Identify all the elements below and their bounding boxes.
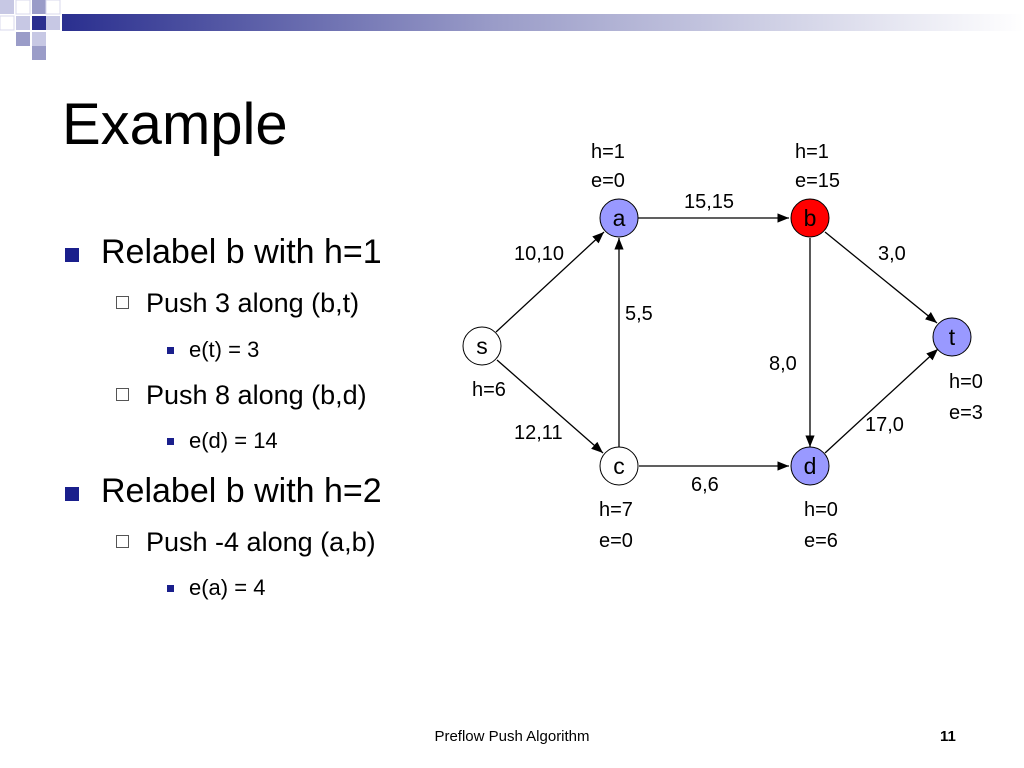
node-a [600,199,638,237]
node-a-excess: e=0 [591,170,625,192]
node-s-label: s [476,333,488,359]
node-t-excess: e=3 [949,402,983,424]
node-d-excess: e=6 [804,530,838,552]
edge-label-s-a: 10,10 [514,243,565,265]
page-number: 11 [940,728,956,745]
node-d-height: h=0 [804,499,838,521]
node-b-label: b [803,205,817,231]
node-c-label: c [613,453,625,479]
node-d [791,447,829,485]
node-c-excess: e=0 [599,530,633,552]
bullet-text: Relabel b with h=1 [101,233,382,271]
node-s-height: h=6 [472,379,506,401]
node-s [463,327,501,365]
node-b-excess: e=15 [795,170,841,192]
bullet-text: e(d) = 14 [189,428,278,453]
node-t-height: h=0 [949,371,983,393]
node-t [933,318,971,356]
footer-title: Preflow Push Algorithm [434,728,590,745]
bullet-text: e(t) = 3 [189,337,260,362]
node-b [791,199,829,237]
node-a-label: a [612,205,626,231]
node-a-height: h=1 [591,141,625,163]
node-t-label: t [948,324,956,350]
bullet-text: Push -4 along (a,b) [146,527,376,557]
node-b-height: h=1 [795,141,829,163]
edge-label-b-d: 8,0 [769,353,797,375]
bullet-text: e(a) = 4 [189,575,266,600]
bullet-text: Relabel b with h=2 [101,472,382,510]
node-d-label: d [803,453,817,479]
node-c [600,447,638,485]
edge-label-b-t: 3,0 [878,243,906,265]
edge-label-a-b: 15,15 [684,191,735,213]
slide-title: Example [62,92,288,157]
edge-label-c-d: 6,6 [691,474,719,496]
edge-label-c-a: 5,5 [625,303,653,325]
edge-label-s-c: 12,11 [514,422,563,444]
edge-label-d-t: 17,0 [865,414,904,436]
bullet-text: Push 8 along (b,d) [146,380,367,410]
bullet-text: Push 3 along (b,t) [146,288,360,318]
edge-d-t [825,349,938,453]
node-c-height: h=7 [599,499,633,521]
